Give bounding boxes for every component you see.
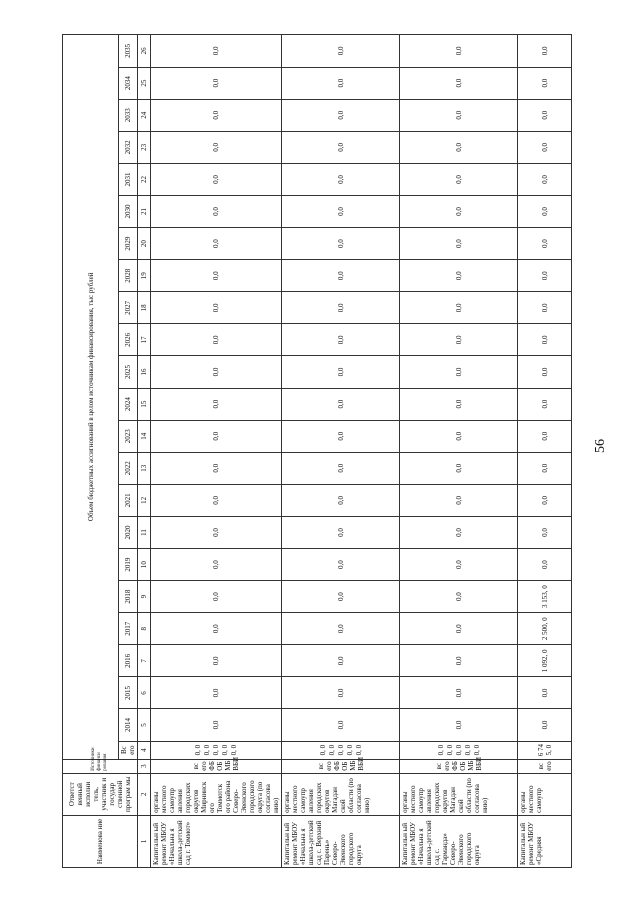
value-cell-2020: 0,0 bbox=[151, 516, 282, 548]
value-cell-2035: 0,0 bbox=[282, 35, 400, 68]
header-total: Вс его bbox=[119, 741, 138, 759]
value-cell-2028: 0,0 bbox=[282, 260, 400, 292]
row-sources bbox=[151, 756, 282, 773]
value-cell-2017: 2 500, 0 bbox=[518, 613, 572, 645]
value-cell-2026: 0,0 bbox=[400, 324, 518, 356]
total-value: 0, 0 bbox=[336, 744, 345, 756]
value-cell-2028: 0,0 bbox=[518, 260, 572, 292]
value-cell-2028: 0,0 bbox=[400, 260, 518, 292]
value-cell-2014: 0,0 bbox=[151, 709, 282, 741]
year-header-2030: 2030 bbox=[119, 196, 138, 228]
value-cell-2014: 0,0 bbox=[400, 709, 518, 741]
value-cell-2020: 0,0 bbox=[282, 516, 400, 548]
total-value: 0, 0 bbox=[454, 744, 463, 756]
value-cell-2021: 0,0 bbox=[151, 484, 282, 516]
year-header-2034: 2034 bbox=[119, 67, 138, 99]
source-label: вс его bbox=[536, 761, 553, 771]
source-label: вс его bbox=[434, 761, 451, 771]
total-value: 0, 0 bbox=[345, 744, 354, 756]
row-executor: органы местного самоупр bbox=[518, 773, 572, 815]
total-value: 0, 0 bbox=[445, 744, 454, 756]
value-cell-2019: 0,0 bbox=[282, 549, 400, 581]
year-header-2027: 2027 bbox=[119, 292, 138, 324]
source-label: ВБИ bbox=[474, 756, 483, 771]
value-cell-2026: 0,0 bbox=[282, 324, 400, 356]
value-cell-2032: 0,0 bbox=[282, 131, 400, 163]
column-number-20: 20 bbox=[138, 228, 151, 260]
year-header-2014: 2014 bbox=[119, 709, 138, 741]
row-executor: органы местного самоупр авления городских округов Мирнинск ого Томмотск ого района Северо-Эвенского городского округа (по согласова нию) bbox=[151, 773, 282, 815]
value-cell-2032: 0,0 bbox=[518, 131, 572, 163]
column-number-8: 8 bbox=[138, 613, 151, 645]
value-cell-2029: 0,0 bbox=[151, 228, 282, 260]
year-header-2032: 2032 bbox=[119, 131, 138, 163]
funding-table bbox=[62, 34, 572, 868]
column-number-21: 21 bbox=[138, 196, 151, 228]
column-number-16: 16 bbox=[138, 356, 151, 388]
table-row bbox=[151, 35, 282, 868]
column-number-9: 9 bbox=[138, 581, 151, 613]
year-header-2018: 2018 bbox=[119, 581, 138, 613]
value-cell-2030: 0,0 bbox=[151, 196, 282, 228]
column-number-10: 10 bbox=[138, 549, 151, 581]
source-label: МБ bbox=[348, 760, 357, 771]
total-value: 0, 0 bbox=[212, 744, 220, 756]
column-number-19: 19 bbox=[138, 260, 151, 292]
value-cell-2014: 0,0 bbox=[282, 709, 400, 741]
source-label: ВБИ bbox=[232, 756, 240, 771]
value-cell-2029: 0,0 bbox=[282, 228, 400, 260]
value-cell-2028: 0,0 bbox=[151, 260, 282, 292]
value-cell-2017: 0,0 bbox=[400, 613, 518, 645]
value-cell-2031: 0,0 bbox=[151, 163, 282, 195]
value-cell-2014: 0,0 bbox=[518, 709, 572, 741]
total-value: 6 74 5, 0 bbox=[536, 744, 553, 757]
value-cell-2022: 0,0 bbox=[400, 452, 518, 484]
row-executor: органы местного самоупр авления городских округов Магадан ской области (по согласова нию) bbox=[400, 773, 518, 815]
year-header-2021: 2021 bbox=[119, 484, 138, 516]
value-cell-2033: 0,0 bbox=[282, 99, 400, 131]
year-header-2026: 2026 bbox=[119, 324, 138, 356]
value-cell-2033: 0,0 bbox=[400, 99, 518, 131]
column-number-23: 23 bbox=[138, 131, 151, 163]
value-cell-2023: 0,0 bbox=[151, 420, 282, 452]
source-label: вс его bbox=[192, 761, 208, 771]
value-cell-2035: 0,0 bbox=[400, 35, 518, 68]
column-number-13: 13 bbox=[138, 452, 151, 484]
table-row bbox=[518, 35, 572, 868]
year-header-2029: 2029 bbox=[119, 228, 138, 260]
year-header-2035: 2035 bbox=[119, 35, 138, 68]
column-number-5: 5 bbox=[138, 709, 151, 741]
total-value: 0, 0 bbox=[203, 744, 211, 756]
row-sources bbox=[282, 756, 400, 773]
year-header-2022: 2022 bbox=[119, 452, 138, 484]
value-cell-2032: 0,0 bbox=[400, 131, 518, 163]
value-cell-2023: 0,0 bbox=[282, 420, 400, 452]
total-value: 0, 0 bbox=[318, 744, 327, 756]
row-executor: органы местного самоупр авления городских округов Магадан ской области (по согласова нию) bbox=[282, 773, 400, 815]
row-totals bbox=[282, 741, 400, 759]
value-cell-2025: 0,0 bbox=[518, 356, 572, 388]
year-header-2015: 2015 bbox=[119, 677, 138, 709]
page-number: 56 bbox=[593, 439, 608, 453]
column-number-11: 11 bbox=[138, 516, 151, 548]
total-value: 0, 0 bbox=[230, 744, 238, 756]
year-header-2025: 2025 bbox=[119, 356, 138, 388]
year-header-2017: 2017 bbox=[119, 613, 138, 645]
row-sources bbox=[518, 759, 572, 773]
column-number-25: 25 bbox=[138, 67, 151, 99]
value-cell-2018: 0,0 bbox=[151, 581, 282, 613]
value-cell-2029: 0,0 bbox=[518, 228, 572, 260]
value-cell-2019: 0,0 bbox=[400, 549, 518, 581]
table-row bbox=[400, 35, 518, 868]
year-header-2016: 2016 bbox=[119, 645, 138, 677]
year-header-2023: 2023 bbox=[119, 420, 138, 452]
value-cell-2034: 0,0 bbox=[518, 67, 572, 99]
row-totals bbox=[151, 741, 282, 759]
column-number-4: 4 bbox=[138, 741, 151, 759]
value-cell-2025: 0,0 bbox=[282, 356, 400, 388]
value-cell-2019: 0,0 bbox=[151, 549, 282, 581]
column-number-row bbox=[138, 35, 151, 868]
value-cell-2019: 0,0 bbox=[518, 549, 572, 581]
value-cell-2024: 0,0 bbox=[282, 388, 400, 420]
value-cell-2017: 0,0 bbox=[151, 613, 282, 645]
row-totals bbox=[518, 741, 572, 759]
value-cell-2027: 0,0 bbox=[400, 292, 518, 324]
total-value: 0, 0 bbox=[463, 744, 472, 756]
value-cell-2035: 0,0 bbox=[151, 35, 282, 68]
row-name: Капитальн ый ремонт МБОУ «Начальна я школа-детский сад г. Томмот» bbox=[151, 815, 282, 867]
row-sources bbox=[400, 756, 518, 773]
value-cell-2034: 0,0 bbox=[282, 67, 400, 99]
value-cell-2016: 0,0 bbox=[151, 645, 282, 677]
source-label: ОБ bbox=[458, 761, 467, 771]
header-name: Наименова ние bbox=[63, 815, 138, 867]
value-cell-2025: 0,0 bbox=[400, 356, 518, 388]
total-value: 0, 0 bbox=[221, 744, 229, 756]
total-value: 0, 0 bbox=[472, 744, 481, 756]
column-number-3: 3 bbox=[138, 759, 151, 773]
value-cell-2022: 0,0 bbox=[151, 452, 282, 484]
value-cell-2018: 3 153, 0 bbox=[518, 581, 572, 613]
column-number-22: 22 bbox=[138, 163, 151, 195]
total-value: 0, 0 bbox=[354, 744, 363, 756]
value-cell-2023: 0,0 bbox=[518, 420, 572, 452]
value-cell-2030: 0,0 bbox=[518, 196, 572, 228]
value-cell-2022: 0,0 bbox=[282, 452, 400, 484]
source-label: ФБ bbox=[450, 761, 459, 771]
value-cell-2027: 0,0 bbox=[518, 292, 572, 324]
table-row bbox=[282, 35, 400, 868]
rotated-table-wrapper bbox=[62, 34, 590, 868]
value-cell-2031: 0,0 bbox=[518, 163, 572, 195]
row-name: Капитальн ый ремонт МБОУ «Средняя bbox=[518, 815, 572, 867]
source-label: ВБИ bbox=[356, 756, 365, 771]
year-header-2033: 2033 bbox=[119, 99, 138, 131]
value-cell-2015: 0,0 bbox=[282, 677, 400, 709]
source-label: МБ bbox=[466, 760, 475, 771]
value-cell-2024: 0,0 bbox=[518, 388, 572, 420]
column-number-2: 2 bbox=[138, 773, 151, 815]
value-cell-2018: 0,0 bbox=[400, 581, 518, 613]
value-cell-2033: 0,0 bbox=[151, 99, 282, 131]
header-executor: Ответст венный исполни тель, участник и государ ственной програм мы bbox=[63, 773, 138, 815]
value-cell-2021: 0,0 bbox=[400, 484, 518, 516]
value-cell-2022: 0,0 bbox=[518, 452, 572, 484]
value-cell-2031: 0,0 bbox=[282, 163, 400, 195]
value-cell-2024: 0,0 bbox=[151, 388, 282, 420]
value-cell-2015: 0,0 bbox=[151, 677, 282, 709]
value-cell-2035: 0,0 bbox=[518, 35, 572, 68]
column-number-7: 7 bbox=[138, 645, 151, 677]
year-header-2020: 2020 bbox=[119, 516, 138, 548]
column-number-1: 1 bbox=[138, 815, 151, 867]
year-header-2024: 2024 bbox=[119, 388, 138, 420]
header-source: Источники финанси рования bbox=[63, 759, 138, 773]
total-value: 0, 0 bbox=[327, 744, 336, 756]
value-cell-2033: 0,0 bbox=[518, 99, 572, 131]
value-cell-2032: 0,0 bbox=[151, 131, 282, 163]
column-number-17: 17 bbox=[138, 324, 151, 356]
column-number-6: 6 bbox=[138, 677, 151, 709]
source-label: ФБ bbox=[332, 761, 341, 771]
value-cell-2020: 0,0 bbox=[518, 516, 572, 548]
value-cell-2015: 0,0 bbox=[400, 677, 518, 709]
column-number-26: 26 bbox=[138, 35, 151, 68]
column-number-18: 18 bbox=[138, 292, 151, 324]
row-name: Капитальн ый ремонт МБОУ «Начальна я школа-детский сад с. Гарманда» Северо-Эвенского городского округа bbox=[400, 815, 518, 867]
value-cell-2021: 0,0 bbox=[282, 484, 400, 516]
value-cell-2016: 0,0 bbox=[400, 645, 518, 677]
value-cell-2034: 0,0 bbox=[400, 67, 518, 99]
value-cell-2021: 0,0 bbox=[518, 484, 572, 516]
year-header-row bbox=[119, 35, 138, 868]
value-cell-2017: 0,0 bbox=[282, 613, 400, 645]
column-number-14: 14 bbox=[138, 420, 151, 452]
source-label: ОБ bbox=[216, 761, 224, 771]
value-cell-2024: 0,0 bbox=[400, 388, 518, 420]
value-cell-2023: 0,0 bbox=[400, 420, 518, 452]
value-cell-2030: 0,0 bbox=[282, 196, 400, 228]
value-cell-2029: 0,0 bbox=[400, 228, 518, 260]
year-header-2028: 2028 bbox=[119, 260, 138, 292]
value-cell-2027: 0,0 bbox=[282, 292, 400, 324]
value-cell-2034: 0,0 bbox=[151, 67, 282, 99]
column-number-15: 15 bbox=[138, 388, 151, 420]
year-header-2019: 2019 bbox=[119, 549, 138, 581]
row-totals bbox=[400, 741, 518, 759]
total-value: 0, 0 bbox=[194, 744, 202, 756]
total-value: 0, 0 bbox=[436, 744, 445, 756]
value-cell-2016: 1 092, 0 bbox=[518, 645, 572, 677]
year-header-2031: 2031 bbox=[119, 163, 138, 195]
column-number-24: 24 bbox=[138, 99, 151, 131]
value-cell-2026: 0,0 bbox=[151, 324, 282, 356]
table-body bbox=[151, 35, 572, 868]
source-label: ФБ bbox=[208, 761, 216, 771]
value-cell-2015: 0,0 bbox=[518, 677, 572, 709]
column-number-12: 12 bbox=[138, 484, 151, 516]
header-funding-title: Объем бюджетных ассигнований в целом источникам финансирования, тыс рублей bbox=[63, 35, 119, 760]
source-label: ОБ bbox=[340, 761, 349, 771]
value-cell-2026: 0,0 bbox=[518, 324, 572, 356]
value-cell-2025: 0,0 bbox=[151, 356, 282, 388]
value-cell-2030: 0,0 bbox=[400, 196, 518, 228]
value-cell-2018: 0,0 bbox=[282, 581, 400, 613]
value-cell-2016: 0,0 bbox=[282, 645, 400, 677]
row-name: Капитальн ый ремонт МБОУ «Начальна я школа-детский сад с. Верхний Парень» Северо-Эвенского городского округа bbox=[282, 815, 400, 867]
source-label: МБ bbox=[224, 760, 232, 771]
value-cell-2027: 0,0 bbox=[151, 292, 282, 324]
value-cell-2020: 0,0 bbox=[400, 516, 518, 548]
value-cell-2031: 0,0 bbox=[400, 163, 518, 195]
source-label: вс его bbox=[316, 761, 333, 771]
